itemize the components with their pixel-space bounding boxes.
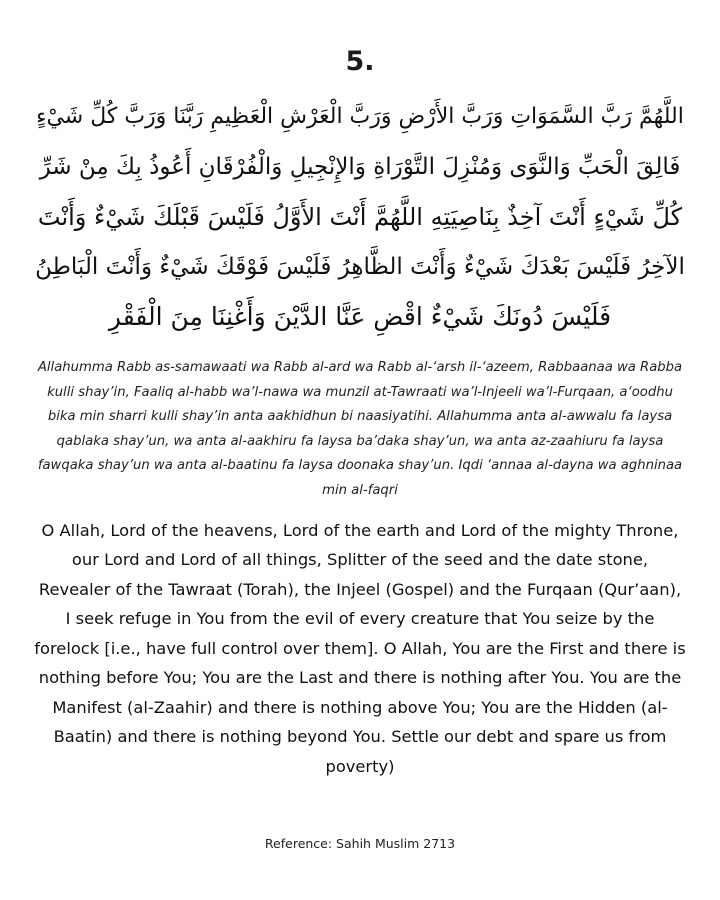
arabic-line: كُلِّ شَيْءٍ أَنْتَ آخِذٌ بِنَاصِيَتِهِ اللَّهُمَّ أَنْتَ الأَوَّلُ فَلَيْسَ قَبْلَكَ شَيْءٌ وَأَنْتَ bbox=[37, 203, 683, 231]
reference: Reference: Sahih Muslim 2713 bbox=[264, 836, 456, 851]
arabic-text bbox=[34, 92, 686, 342]
english-translation: O Allah, Lord of the heavens, Lord of the earth and Lord of the mighty Throne, our Lord and Lord of all things, Splitter of the seed and the date stone, Revealer of the Tawraat (Torah), the Injeel (Gospel) and the Furqaan (Qur’aan), I seek refuge in You from the evil of every creature that You seize by the forelock [i.e., have full control over them]. O Allah, You are the First and there is nothing before You; You are the Last and there is nothing after You. You are the Manifest (al-Zaahir) and there is nothing above You; You are the Hidden (al-Baatin) and there is nothing beyond You. Settle our debt and spare us from poverty) bbox=[34, 520, 686, 776]
arabic-line: الآخِرُ فَلَيْسَ بَعْدَكَ شَيْءٌ وَأَنْتَ الظَّاهِرُ فَلَيْسَ فَوْقَكَ شَيْءٌ وَأَنْتَ الْبَاطِنُ bbox=[35, 254, 685, 280]
arabic-line: اللَّهُمَّ رَبَّ السَّمَوَاتِ وَرَبَّ الأَرْضِ وَرَبَّ الْعَرْشِ الْعَظِيمِ رَبَّنَا وَرَبَّ كُلِّ شَيْءٍ bbox=[36, 104, 684, 129]
dua-number: 5. bbox=[345, 46, 375, 77]
transliteration: Allahumma Rabb as-samawaati wa Rabb al-ard wa Rabb al-‘arsh il-‘azeem, Rabbaanaa wa Rabba kulli shay’in, Faaliq al-habb wa’l-nawa wa munzil at-Tawraati wa’l-Injeeli wa’l-Furqaan, a‘oodhu bika min sharri kulli shay’in anta aakhidhun bi naasiyatihi. Allahumma anta al-awwalu fa laysa qablaka shay’un, wa anta al-aakhiru fa laysa ba’daka shay’un, wa anta az-zaahiuru fa laysa fawqaka shay’un wa anta al-baatinu fa laysa doonaka shay’un. Iqdi ‘annaa al-dayna wa aghninaa min al-faqri bbox=[37, 360, 683, 498]
arabic-line: فَالِقَ الْحَبِّ وَالنَّوَى وَمُنْزِلَ التَّوْرَاةِ وَالإِنْجِيلِ وَالْفُرْقَانِ أَعُوذُ بِكَ مِنْ شَرِّ bbox=[39, 154, 681, 180]
arabic-line: فَلَيْسَ دُونَكَ شَيْءٌ اقْضِ عَنَّا الدَّيْنَ وَأَغْنِنَا مِنَ الْفَقْرِ bbox=[108, 302, 612, 331]
